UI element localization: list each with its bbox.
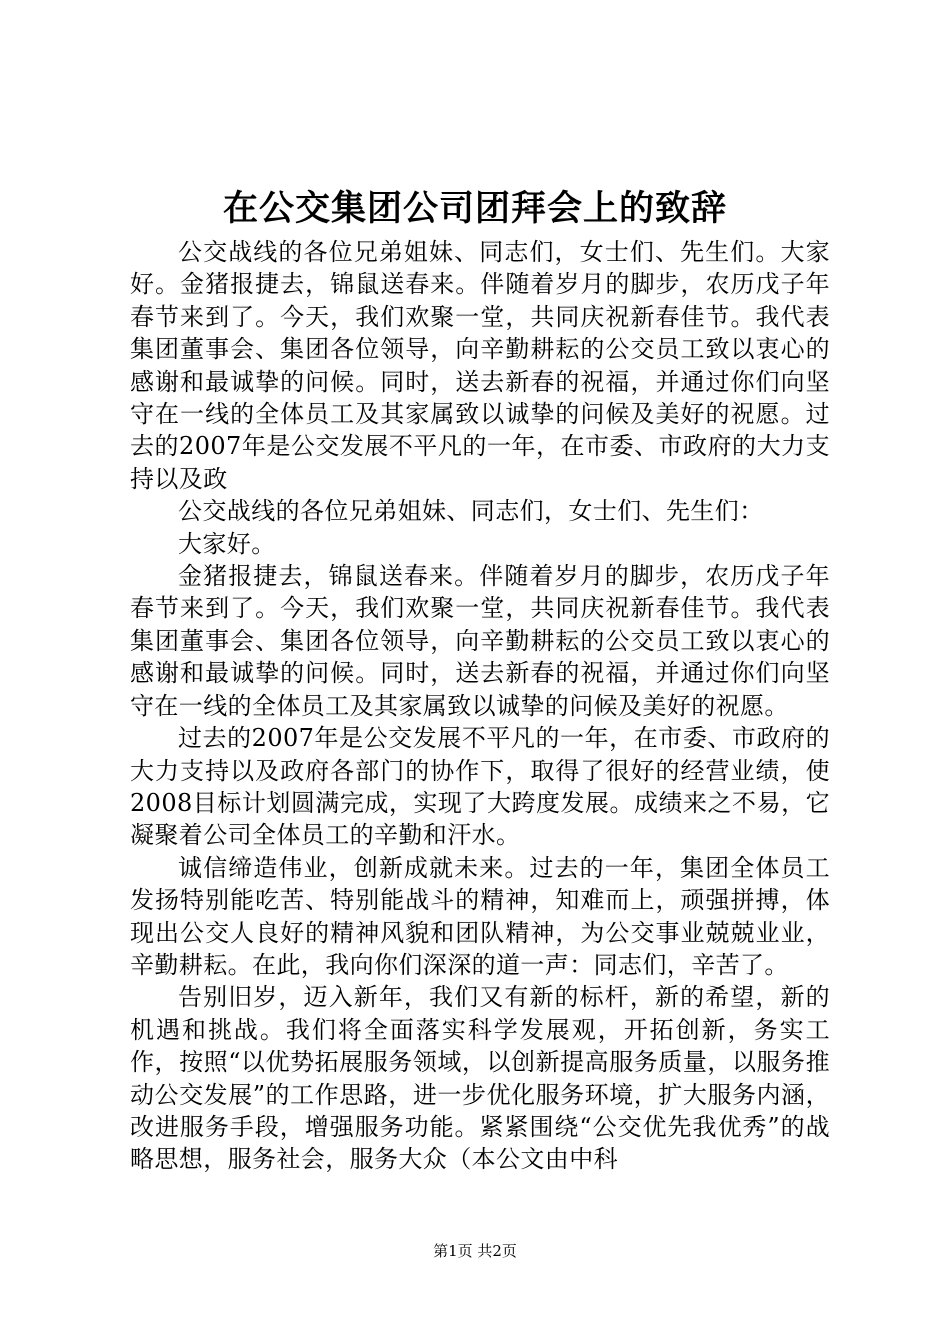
paragraph: 公交战线的各位兄弟姐妹、同志们，女士们、先生们：: [178, 497, 764, 526]
paragraph: 过去的2007年是公交发展不平凡的一年，在市委、市政府的大力支持以及政府各部门的协作下，取得了很好的经营业绩，使2008目标计划圆满完成，实现了大跨度发展。成绩来之不易，它凝聚着公司全体员工的辛勤和汗水。: [130, 724, 830, 850]
document-title: 在公交集团公司团拜会上的致辞: [222, 188, 727, 229]
paragraph: 大家好。: [178, 529, 276, 558]
paragraph: 诚信缔造伟业，创新成就未来。过去的一年，集团全体员工发扬特别能吃苦、特别能战斗的精神，知难而上，顽强拼搏，体现出公交人良好的精神风貌和团队精神，为公交事业兢兢业业，辛勤耕耘。在此，我向你们深深的道一声：同志们，辛苦了。: [130, 853, 830, 979]
page-footer: 第1页 共2页: [433, 1242, 517, 1260]
paragraph: 公交战线的各位兄弟姐妹、同志们，女士们、先生们。大家好。金猪报捷去，锦鼠送春来。伴随着岁月的脚步，农历戊子年春节来到了。今天，我们欢聚一堂，共同庆祝新春佳节。我代表集团董事会、集团各位领导，向辛勤耕耘的公交员工致以衷心的感谢和最诚挚的问候。同时，送去新春的祝福，并通过你们向坚守在一线的全体员工及其家属致以诚挚的问候及美好的祝愿。过去的2007年是公交发展不平凡的一年，在市委、市政府的大力支持以及政: [130, 238, 830, 493]
document-body: [130, 236, 830, 1176]
paragraph: 告别旧岁，迈入新年，我们又有新的标杆，新的希望，新的机遇和挑战。我们将全面落实科学发展观，开拓创新，务实工作，按照“以优势拓展服务领域，以创新提高服务质量，以服务推动公交发展”的工作思路，进一步优化服务环境，扩大服务内涵，改进服务手段，增强服务功能。紧紧围绕“公交优先我优秀”的战略思想，服务社会，服务大众（本公文由中科: [130, 983, 830, 1174]
paragraph: 金猪报捷去，锦鼠送春来。伴随着岁月的脚步，农历戊子年春节来到了。今天，我们欢聚一堂，共同庆祝新春佳节。我代表集团董事会、集团各位领导，向辛勤耕耘的公交员工致以衷心的感谢和最诚挚的问候。同时，送去新春的祝福，并通过你们向坚守在一线的全体员工及其家属致以诚挚的问候及美好的祝愿。: [130, 562, 830, 720]
